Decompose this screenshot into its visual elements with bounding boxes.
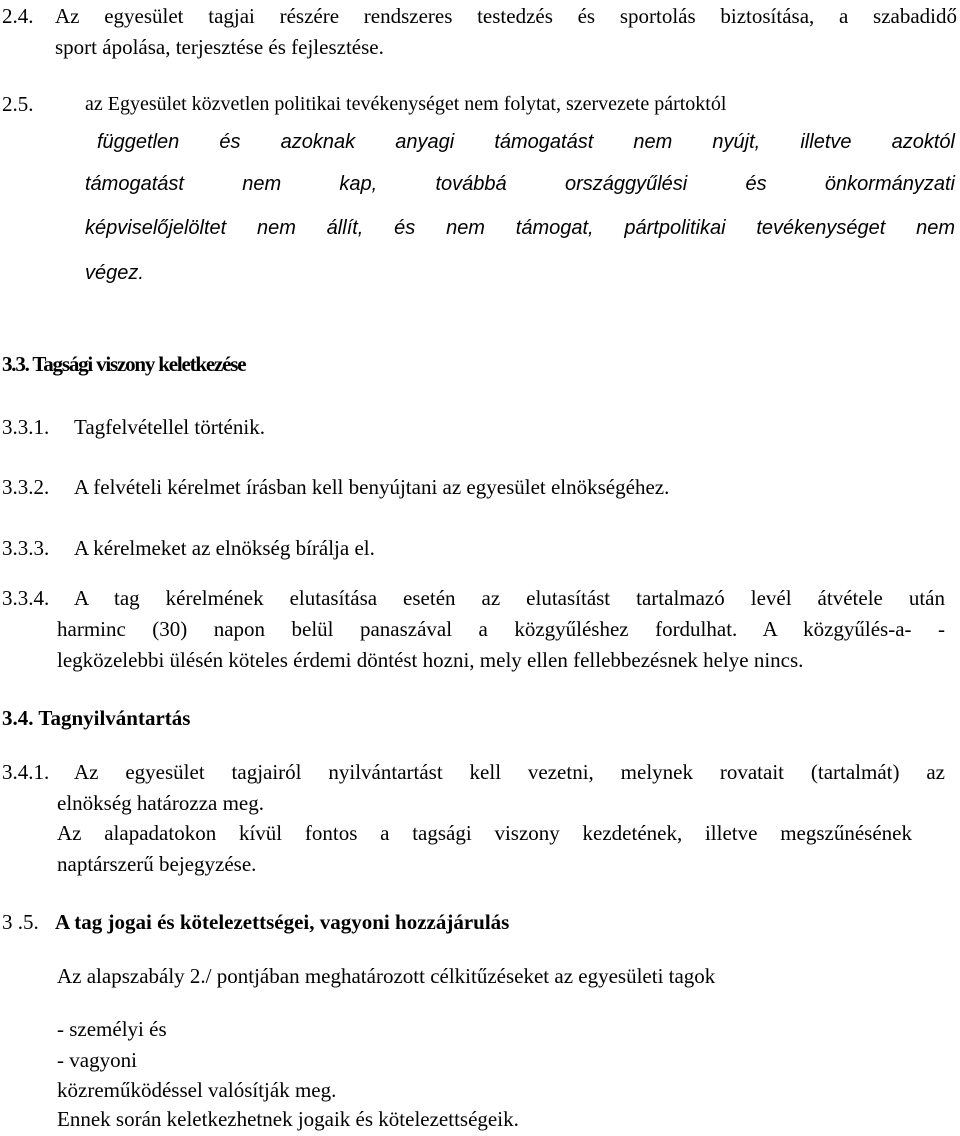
paragraph-line: A tag kérelmének elutasítása esetén az elutasítást tartalmazó levél átvétele után — [74, 586, 945, 610]
paragraph-line: közreműködéssel valósítják meg. — [57, 1078, 337, 1102]
section-heading: A tag jogai és kötelezettségei, vagyoni hozzájárulás — [55, 910, 510, 934]
paragraph-line: Tagfelvétellel történik. — [74, 415, 265, 439]
paragraph-line: támogatást nem kap, továbbá országgyűlési és önkormányzati — [85, 173, 955, 195]
paragraph-line: sport ápolása, terjesztése és fejlesztése. — [55, 35, 384, 59]
paragraph-line: elnökség határozza meg. — [57, 791, 264, 815]
paragraph-line: az Egyesület közvetlen politikai tevékenységet nem folytat, szervezete pártoktól — [85, 93, 727, 115]
paragraph-line: legközelebbi ülésén köteles érdemi döntést hozni, mely ellen fellebbezésnek helye nincs. — [57, 648, 804, 672]
section-number: 3.3.4. — [2, 586, 50, 610]
section-heading: 3.3. Tagsági viszony keletkezése — [2, 352, 246, 376]
paragraph-line: A kérelmeket az elnökség bírálja el. — [74, 536, 375, 560]
section-number: 3.4.1. — [2, 760, 50, 784]
section-number: 3 .5. — [2, 910, 39, 934]
section-number: 3.3.3. — [2, 536, 50, 560]
paragraph-line: Ennek során keletkezhetnek jogaik és kötelezettségeik. — [57, 1107, 519, 1131]
section-number: 3.3.1. — [2, 415, 50, 439]
paragraph-line: Az egyesület tagjai részére rendszeres testedzés és sportolás biztosítása, a szabadidő — [55, 4, 957, 28]
paragraph-line: naptárszerű bejegyzése. — [57, 852, 257, 876]
paragraph-line: Az alapadatokon kívül fontos a tagsági viszony kezdetének, illetve megszűnésének — [57, 821, 912, 845]
list-item: - személyi és — [57, 1017, 167, 1041]
paragraph-line: független és azoknak anyagi támogatást nem nyújt, illetve azoktól — [97, 131, 955, 153]
paragraph-line: Az alapszabály 2./ pontjában meghatározott célkitűzéseket az egyesületi tagok — [57, 964, 716, 988]
section-number: 2.4. — [2, 4, 34, 28]
paragraph-line: A felvételi kérelmet írásban kell benyújtani az egyesület elnökségéhez. — [74, 475, 670, 499]
paragraph-line: képviselőjelöltet nem állít, és nem támogat, pártpolitikai tevékenységet nem — [85, 217, 955, 239]
section-number: 3.3.2. — [2, 475, 50, 499]
paragraph-line: harminc (30) napon belül panaszával a közgyűléshez fordulhat. A közgyűlés-a- - — [57, 617, 945, 641]
section-number: 2.5. — [2, 92, 34, 116]
section-heading: 3.4. Tagnyilvántartás — [2, 706, 191, 730]
paragraph-line: Az egyesület tagjairól nyilvántartást kell vezetni, melynek rovatait (tartalmát) az — [74, 760, 945, 784]
paragraph-line: végez. — [85, 262, 144, 284]
list-item: - vagyoni — [57, 1048, 137, 1072]
